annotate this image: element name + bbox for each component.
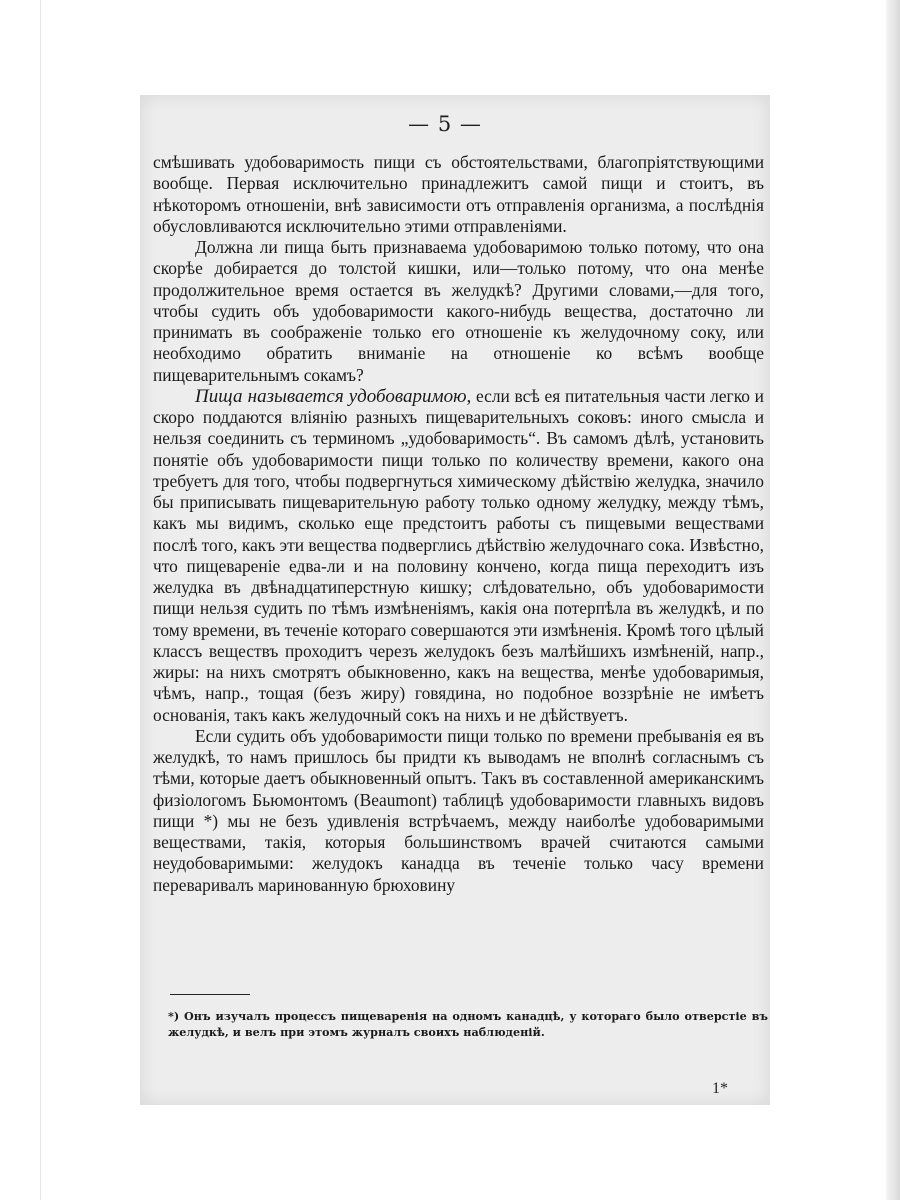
paragraph-4: Если судить объ удобоваримости пищи только по времени пребыванія ея въ желудкѣ, то намъ пришлось бы придти къ выводамъ не вполнѣ согласнымъ съ тѣми, которые даетъ обыкновенный опытъ. Такъ въ составленной американскимъ физіологомъ Бьюмонтомъ (Beaumont) таблицѣ удобоваримости главныхъ видовъ пищи *) мы не безъ удивленія встрѣчаемъ, между наиболѣе удобоваримыми веществами, такія, которыя большинствомъ врачей считаются самыми неудобоваримыми: желудокъ канадца въ теченіе только часу времени переваривалъ маринованную брюховину — [153, 725, 764, 895]
paragraph-3 — [153, 386, 764, 726]
scan-right-edge — [886, 0, 900, 1200]
paragraph-3-emphasis: Пища называется удобоваримою, — [195, 385, 472, 407]
footnote: *) Онъ изучалъ процессъ пищеваренія на одномъ канадцѣ, у котораго было отверстіе въ желудкѣ, и велъ при этомъ журналъ своихъ наблюденій. — [168, 1009, 768, 1039]
paragraph-1: смѣшивать удобоваримость пищи съ обстоятельствами, благопріятствующими вообще. Первая исключительно принадлежитъ самой пищи и стоитъ, въ нѣкоторомъ отношеніи, внѣ зависимости отъ отправленія организма, а послѣднія обусловливаются исключительно этими отправленіями. — [153, 152, 764, 236]
footnote-divider — [170, 994, 250, 995]
signature-mark: 1* — [712, 1080, 728, 1097]
body-text — [153, 152, 764, 896]
paragraph-3-text: если всѣ ея питательныя части легко и скоро поддаются вліянію разныхъ пищеварительныхъ соковъ: иного смысла и нельзя соединить съ терминомъ „удобоваримость“. Въ самомъ дѣлѣ, установить понятіе объ удобоваримости пищи только по количеству времени, какого она требуетъ для того, чтобы подвергнуться химическому дѣйствію желудка, значило бы приписывать пищеварительную работу только одному желудку, между тѣмъ, какъ мы видимъ, сколько еще предстоитъ работы съ пищевыми веществами послѣ того, какъ эти вещества подверглись дѣйствію желудочнаго сока. Извѣстно, что пищевареніе едва-ли и на половину кончено, когда пища переходитъ изъ желудка въ двѣнадцатиперстную кишку; слѣдовательно, объ удобоваримости пищи нельзя судить по тѣмъ измѣненіямъ, какія она потерпѣла въ желудкѣ, и по тому времени, въ теченіе котораго совершаются эти измѣненія. Кромѣ того цѣлый классъ веществъ проходитъ черезъ желудокъ безъ малѣйшихъ измѣненій, напр., жиры: на нихъ смотрятъ обыкновенно, какъ на вещества, менѣе удобоваримыя, чѣмъ, напр., тощая (безъ жиру) говядина, но подобное воззрѣніе не имѣетъ основанія, такъ какъ желудочный сокъ на нихъ и не дѣйствуетъ. — [153, 385, 764, 725]
scan-left-edge — [40, 0, 41, 1200]
paragraph-2: Должна ли пища быть признаваема удобоваримою только потому, что она скорѣе добирается до толстой кишки, или—только потому, что она менѣе продолжительное время остается въ желудкѣ? Другими словами,—для того, чтобы судить объ удобоваримости какого-нибудь вещества, достаточно ли принимать въ соображеніе только его отношеніе къ желудочному соку, или необходимо обратить вниманіе на отношеніе ко всѣмъ вообще пищеварительнымъ сокамъ? — [153, 237, 764, 385]
page-number: — 5 — — [408, 112, 482, 136]
